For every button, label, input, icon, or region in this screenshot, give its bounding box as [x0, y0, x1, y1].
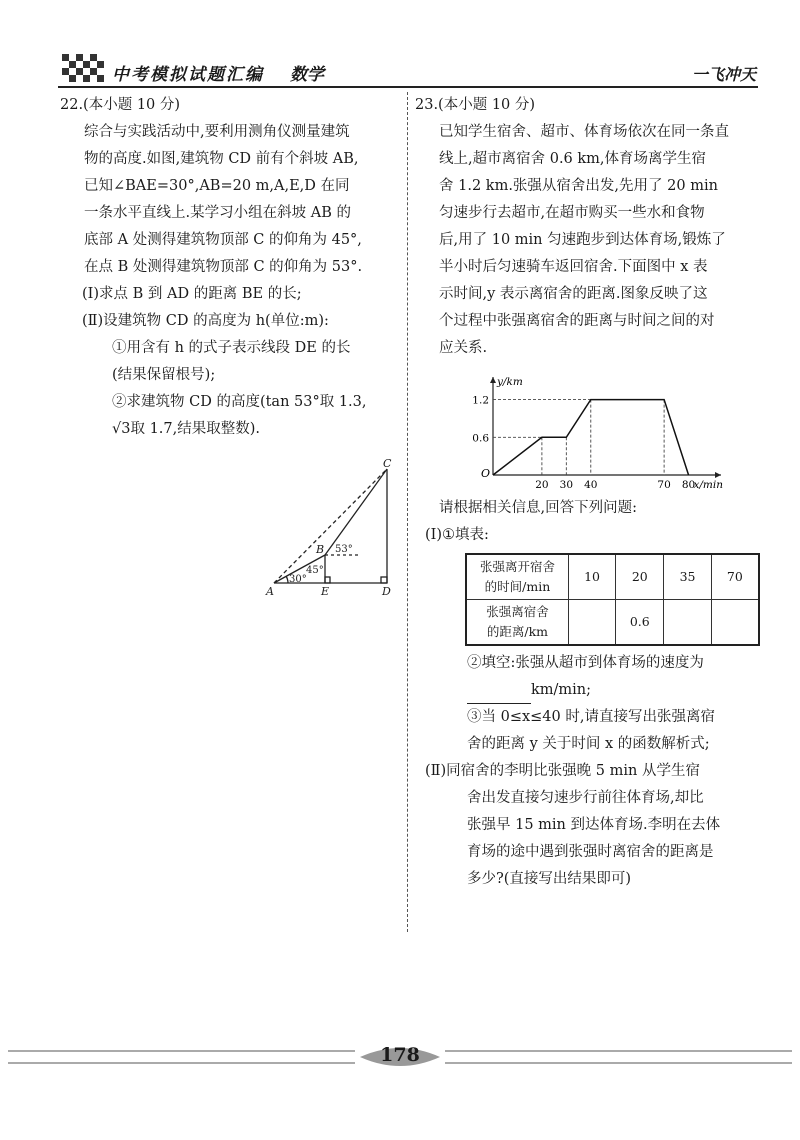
q23-line: 后,用了 10 min 匀速跑步到达体育场,锻炼了 [439, 232, 726, 248]
right-angle-d [381, 577, 387, 583]
q23-line: 示时间,y 表示离宿舍的距离.图象反映了这 [439, 286, 708, 302]
q22-part1: (Ⅰ)求点 B 到 AD 的距离 BE 的长; [82, 286, 302, 302]
q23-part2-line: (Ⅱ)同宿舍的李明比张强晚 5 min 从学生宿 [425, 763, 700, 779]
q22-part2b-line2: √3取 1.7,结果取整数). [112, 421, 261, 437]
table-header-distance: 张强离宿舍 的距离/km [466, 600, 568, 646]
q23-part1-title: (Ⅰ)①填表: [425, 527, 489, 543]
q23-line: 应关系. [439, 340, 488, 356]
q22-line: 在点 B 处测得建筑物顶部 C 的仰角为 53°. [84, 259, 363, 275]
x-tick-label: 40 [584, 479, 598, 491]
table-header-time: 张强离开宿舍 的时间/min [466, 554, 568, 600]
q23-part2-line: 张强早 15 min 到达体育场.李明在去体 [467, 817, 721, 833]
x-tick-label: 80 [681, 479, 696, 491]
angle-30-label: 30° [289, 574, 307, 585]
angle-53-label: 53° [335, 544, 353, 555]
table-cell-blank[interactable] [664, 600, 711, 646]
header-rule [58, 86, 758, 88]
q22-number: 22.(本小题 10 分) [60, 97, 181, 113]
label-b: B [316, 543, 325, 556]
x-tick-label: 20 [535, 479, 549, 491]
q22-part2a-line2: (结果保留根号); [112, 367, 216, 383]
q22-line: 一条水平直线上.某学习小组在斜坡 AB 的 [84, 205, 351, 221]
q22-line: 已知∠BAE=30°,AB=20 m,A,E,D 在同 [84, 178, 350, 194]
q23-fill2-line1: ②填空:张强从超市到体育场的速度为 [467, 655, 704, 671]
label-a: A [266, 585, 274, 598]
question-23 [415, 92, 760, 362]
table-cell: 0.6 [616, 600, 664, 646]
table-cell: 70 [711, 554, 759, 600]
y-axis-label: y/km [497, 376, 523, 388]
table-cell-blank[interactable] [568, 600, 615, 646]
table-cell-blank[interactable] [711, 600, 759, 646]
table-row [466, 600, 759, 646]
q23-prompt: 请根据相关信息,回答下列问题: [439, 500, 637, 516]
q23-questions [415, 495, 760, 893]
q23-part2-line: 育场的途中遇到张强时离宿舍的距离是 [467, 844, 714, 860]
q23-fill2-line2: km/min; [415, 677, 760, 704]
table-row [466, 554, 759, 600]
q23-line: 半小时后匀速骑车返回宿舍.下面图中 x 表 [439, 259, 708, 275]
q22-line: 底部 A 处测得建筑物顶部 C 的仰角为 45°, [84, 232, 362, 248]
label-e: E [321, 585, 330, 598]
q23-line: 已知学生宿舍、超市、体育场依次在同一条直 [439, 124, 729, 140]
q22-part2: (Ⅱ)设建筑物 CD 的高度为 h(单位:m): [82, 313, 329, 329]
question-22 [60, 92, 400, 443]
q23-fill3-line1: ③当 0≤x≤40 时,请直接写出张强离宿 [467, 709, 715, 725]
q22-part2b-line1: ②求建筑物 CD 的高度(tan 53°取 1.3, [112, 394, 367, 410]
q23-line: 线上,超市离宿舍 0.6 km,体育场离学生宿 [439, 151, 707, 167]
q22-part2a-line1: ①用含有 h 的式子表示线段 DE 的长 [112, 340, 351, 356]
q23-part2-line: 多少?(直接写出结果即可) [467, 871, 632, 887]
q22-line: 综合与实践活动中,要利用测角仪测量建筑 [84, 124, 350, 140]
header-title: 中考模拟试题汇编 [112, 65, 264, 85]
q22-line: 物的高度.如图,建筑物 CD 前有个斜坡 AB, [84, 151, 359, 167]
header-brand: 一飞冲天 [691, 65, 756, 84]
column-divider [407, 92, 408, 932]
table-cell: 35 [664, 554, 711, 600]
angle-45-label: 45° [306, 565, 324, 576]
y-tick-label: 0.6 [472, 432, 489, 445]
angle-arc-a [286, 576, 288, 583]
q23-line: 舍 1.2 km.张强从宿舍出发,先用了 20 min [439, 178, 718, 194]
label-c: C [383, 457, 392, 470]
x-axis-arrow [715, 472, 721, 478]
q22-slope-figure [262, 455, 407, 605]
q23-line: 个过程中张强离宿舍的距离与时间之间的对 [439, 313, 715, 329]
q23-number: 23.(本小题 10 分) [415, 97, 536, 113]
y-tick-label: 1.2 [472, 394, 489, 407]
y-axis-arrow [490, 377, 496, 383]
q23-fill-table [465, 553, 760, 646]
right-angle-e [325, 577, 330, 583]
sight-line-ac [274, 469, 387, 583]
header-subject: 数学 [290, 65, 324, 85]
answer-blank[interactable] [467, 685, 531, 704]
q23-part2-line: 舍出发直接匀速步行前往体育场,却比 [467, 790, 704, 806]
q23-fill3-line2: 舍的距离 y 关于时间 x 的函数解析式; [467, 736, 710, 752]
page-number: 178 [380, 1044, 420, 1066]
checker-logo-icon [62, 54, 106, 82]
x-axis-label: x/min [693, 479, 723, 491]
x-tick-label: 30 [559, 479, 574, 491]
x-tick-label: 70 [657, 479, 671, 491]
q23-line: 匀速步行去超市,在超市购买一些水和食物 [439, 205, 705, 221]
table-cell: 20 [616, 554, 664, 600]
label-d: D [382, 585, 391, 598]
q23-distance-time-chart [465, 372, 730, 497]
sight-line-bc [325, 469, 387, 555]
origin-label: O [481, 467, 491, 480]
table-cell: 10 [568, 554, 615, 600]
